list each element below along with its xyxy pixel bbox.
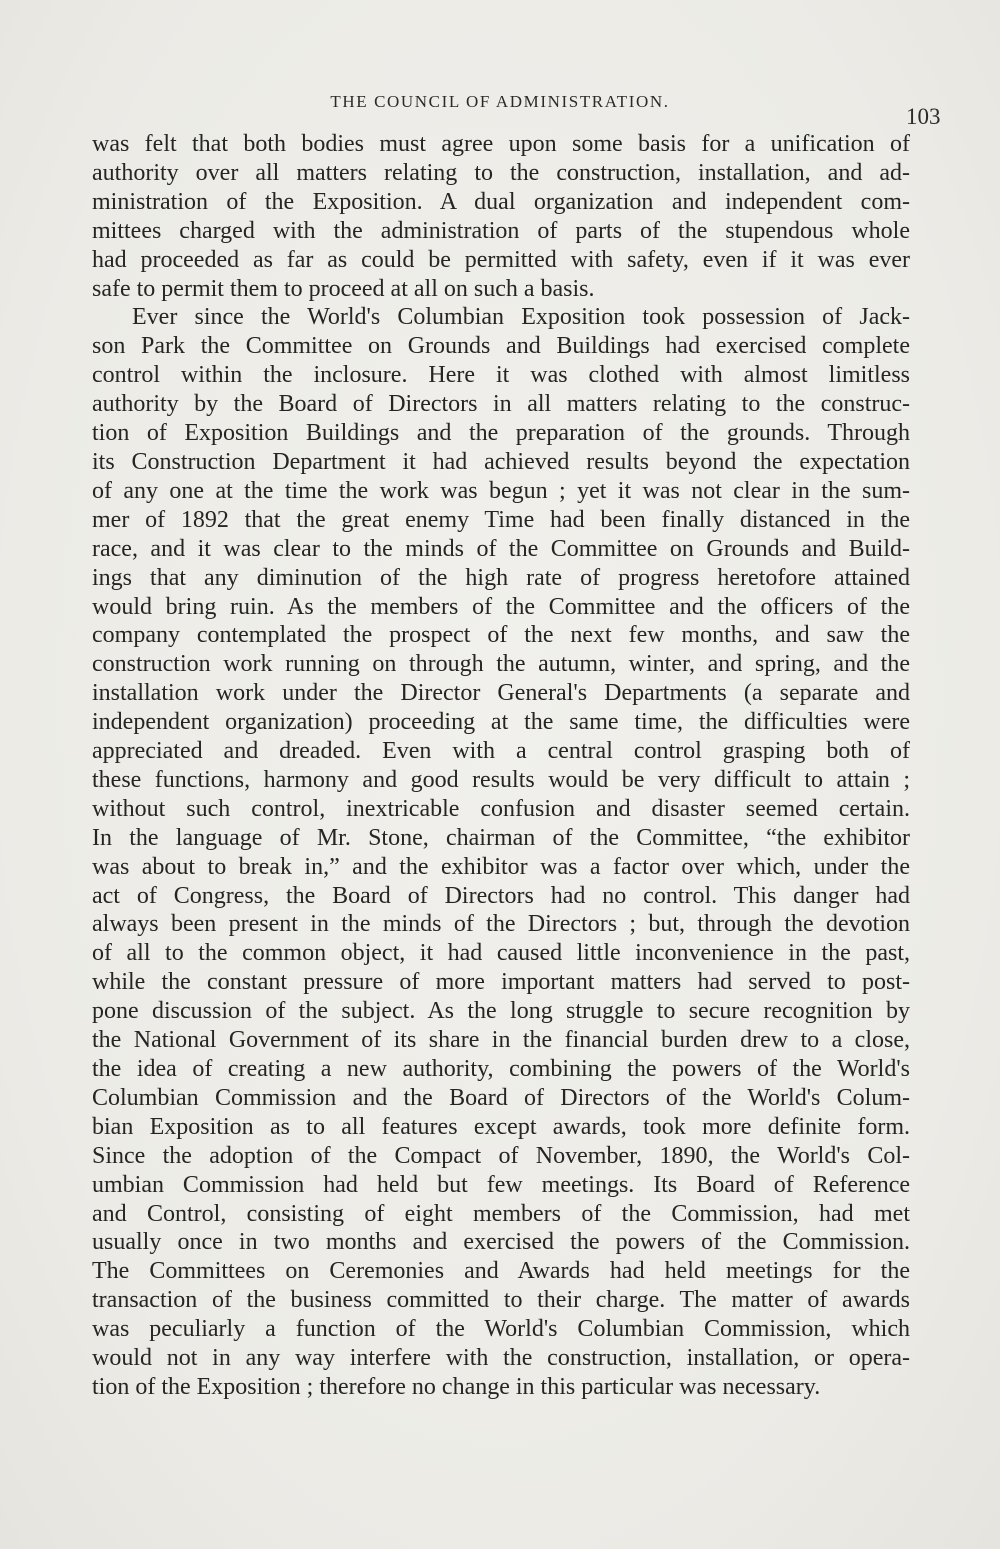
- text-line: had proceeded as far as could be permitted with safety, even if it was ever: [92, 246, 910, 273]
- text-line: mer of 1892 that the great enemy Time had been finally distanced in the: [92, 506, 910, 533]
- text-line: was peculiarly a function of the World's Columbian Commission, which: [92, 1316, 910, 1343]
- text-line: appreciated and dreaded. Even with a central control grasping both of: [92, 738, 910, 765]
- text-line: usually once in two months and exercised the powers of the Commission.: [92, 1229, 910, 1256]
- text-line: safe to permit them to proceed at all on such a basis.: [92, 275, 595, 302]
- body-text: [92, 130, 910, 1402]
- text-line: ministration of the Exposition. A dual organization and independent com-: [92, 188, 910, 215]
- text-line: umbian Commission had held but few meetings. Its Board of Reference: [92, 1171, 910, 1198]
- text-line: of all to the common object, it had caused little inconvenience in the past,: [92, 940, 910, 967]
- text-line: mittees charged with the administration of parts of the stupendous whole: [92, 217, 910, 244]
- text-line: authority by the Board of Directors in all matters relating to the construc-: [92, 391, 910, 418]
- text-line: and Control, consisting of eight members of the Commission, had met: [92, 1200, 910, 1227]
- text-line: the idea of creating a new authority, combining the powers of the World's: [92, 1056, 910, 1082]
- text-line: race, and it was clear to the minds of the Committee on Grounds and Build-: [92, 535, 910, 562]
- text-line: act of Congress, the Board of Directors had no control. This danger had: [92, 882, 910, 909]
- text-line: the National Government of its share in the financial burden drew to a close,: [92, 1027, 910, 1054]
- page-number: 103: [906, 104, 941, 129]
- text-line: was about to break in,” and the exhibitor was a factor over which, under the: [92, 853, 910, 880]
- text-line: was felt that both bodies must agree upon some basis for a unification of: [92, 131, 910, 157]
- text-line: of any one at the time the work was begun ; yet it was not clear in the sum-: [92, 477, 910, 504]
- text-line: without such control, inextricable confusion and disaster seemed certain.: [92, 795, 910, 822]
- text-line: pone discussion of the subject. As the long struggle to secure recognition by: [92, 998, 910, 1025]
- text-line: company contemplated the prospect of the next few months, and saw the: [92, 622, 910, 649]
- text-line: Columbian Commission and the Board of Directors of the World's Colum-: [92, 1084, 910, 1111]
- text-line: ings that any diminution of the high rate of progress heretofore attained: [92, 564, 910, 591]
- text-line: its Construction Department it had achieved results beyond the expectation: [92, 448, 910, 475]
- text-line: construction work running on through the autumn, winter, and spring, and the: [92, 651, 910, 678]
- text-line: transaction of the business committed to their charge. The matter of awards: [92, 1287, 910, 1314]
- text-line: son Park the Committee on Grounds and Buildings had exercised complete: [92, 333, 910, 360]
- text-line: installation work under the Director General's Departments (a separate and: [92, 680, 910, 707]
- text-line: In the language of Mr. Stone, chairman of the Committee, “the exhibitor: [92, 824, 910, 851]
- text-line: control within the inclosure. Here it was clothed with almost limitless: [92, 362, 910, 389]
- text-line: these functions, harmony and good results would be very difficult to attain ;: [92, 766, 910, 793]
- text-line: tion of Exposition Buildings and the preparation of the grounds. Through: [92, 420, 910, 447]
- text-line: bian Exposition as to all features except awards, took more definite form.: [92, 1113, 910, 1140]
- text-line: would bring ruin. As the members of the Committee and the officers of the: [92, 593, 910, 620]
- text-line: Ever since the World's Columbian Exposition took possession of Jack-: [132, 304, 910, 331]
- text-line: tion of the Exposition ; therefore no change in this particular was necessary.: [92, 1373, 821, 1400]
- running-head: THE COUNCIL OF ADMINISTRATION.: [330, 92, 670, 111]
- text-line: while the constant pressure of more important matters had served to post-: [92, 969, 910, 996]
- text-line: independent organization) proceeding at the same time, the difficulties were: [92, 709, 910, 736]
- text-line: would not in any way interfere with the construction, installation, or opera-: [92, 1345, 910, 1372]
- text-line: authority over all matters relating to the construction, installation, and ad-: [92, 159, 910, 186]
- text-line: The Committees on Ceremonies and Awards had held meetings for the: [92, 1258, 910, 1285]
- text-line: always been present in the minds of the Directors ; but, through the devotion: [92, 911, 910, 938]
- text-line: Since the adoption of the Compact of November, 1890, the World's Col-: [92, 1142, 910, 1169]
